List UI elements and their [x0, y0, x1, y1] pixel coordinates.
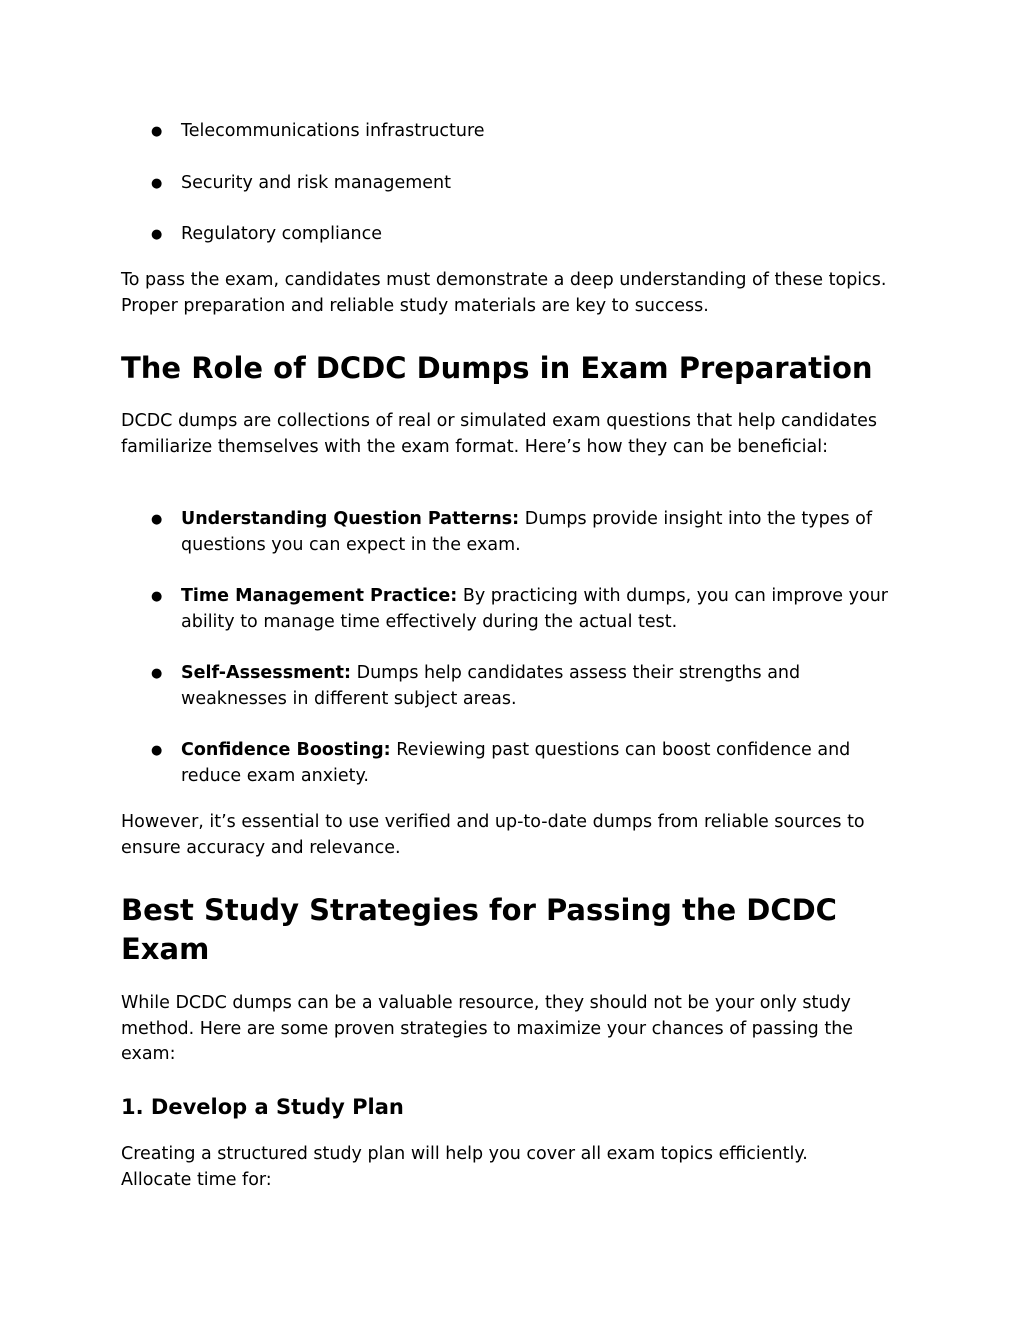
section-paragraph: While DCDC dumps can be a valuable resource, they should not be your only study method. Here are some proven strategies to maximize your chances of passing the exam:	[121, 993, 854, 1064]
list-item-term: Understanding Question Patterns:	[181, 509, 520, 529]
subheading-study-plan: 1. Develop a Study Plan	[121, 1095, 404, 1119]
bullet-icon: ●	[151, 124, 163, 139]
list-item-text: Security and risk management	[181, 173, 452, 193]
subsection-paragraph: Creating a structured study plan will help you cover all exam topics efficiently. Allocate time for:	[121, 1144, 808, 1190]
list-item-term: Confidence Boosting:	[181, 740, 391, 760]
list-item-text: Reviewing past questions can boost confidence and reduce exam anxiety.	[181, 740, 851, 786]
list-item	[121, 171, 901, 197]
list-item-text: Dumps help candidates assess their strengths and weaknesses in different subject areas.	[181, 663, 801, 709]
bullet-icon: ●	[151, 666, 163, 681]
section-closing-paragraph: However, it’s essential to use verified and up-to-date dumps from reliable sources to ensure accuracy and relevance.	[121, 812, 865, 858]
list-item	[121, 661, 901, 712]
section-heading-dumps-role: The Role of DCDC Dumps in Exam Preparation	[121, 351, 873, 385]
bullet-icon: ●	[151, 743, 163, 758]
bullet-icon: ●	[151, 589, 163, 604]
list-item-text: Regulatory compliance	[181, 224, 383, 244]
list-item	[121, 584, 901, 635]
list-item-text: Dumps provide insight into the types of questions you can expect in the exam.	[181, 509, 872, 555]
bullet-icon: ●	[151, 512, 163, 527]
intro-paragraph: To pass the exam, candidates must demonstrate a deep understanding of these topics. Proper preparation and reliable study materials are key to success.	[121, 270, 887, 316]
list-item-text: By practicing with dumps, you can improve your ability to manage time effectively during the actual test.	[181, 586, 888, 632]
list-item	[121, 738, 901, 789]
bullet-icon: ●	[151, 227, 163, 242]
list-item	[121, 507, 901, 558]
section-heading-study-strategies: Best Study Strategies for Passing the DCDC Exam	[121, 893, 837, 966]
list-item	[121, 119, 901, 145]
list-item-term: Self-Assessment:	[181, 663, 352, 683]
section-paragraph: DCDC dumps are collections of real or simulated exam questions that help candidates familiarize themselves with the exam format. Here’s how they can be beneficial:	[121, 411, 878, 457]
bullet-icon: ●	[151, 176, 163, 191]
list-item-text: Telecommunications infrastructure	[181, 121, 485, 141]
list-item	[121, 222, 901, 248]
list-item-term: Time Management Practice:	[181, 586, 458, 606]
